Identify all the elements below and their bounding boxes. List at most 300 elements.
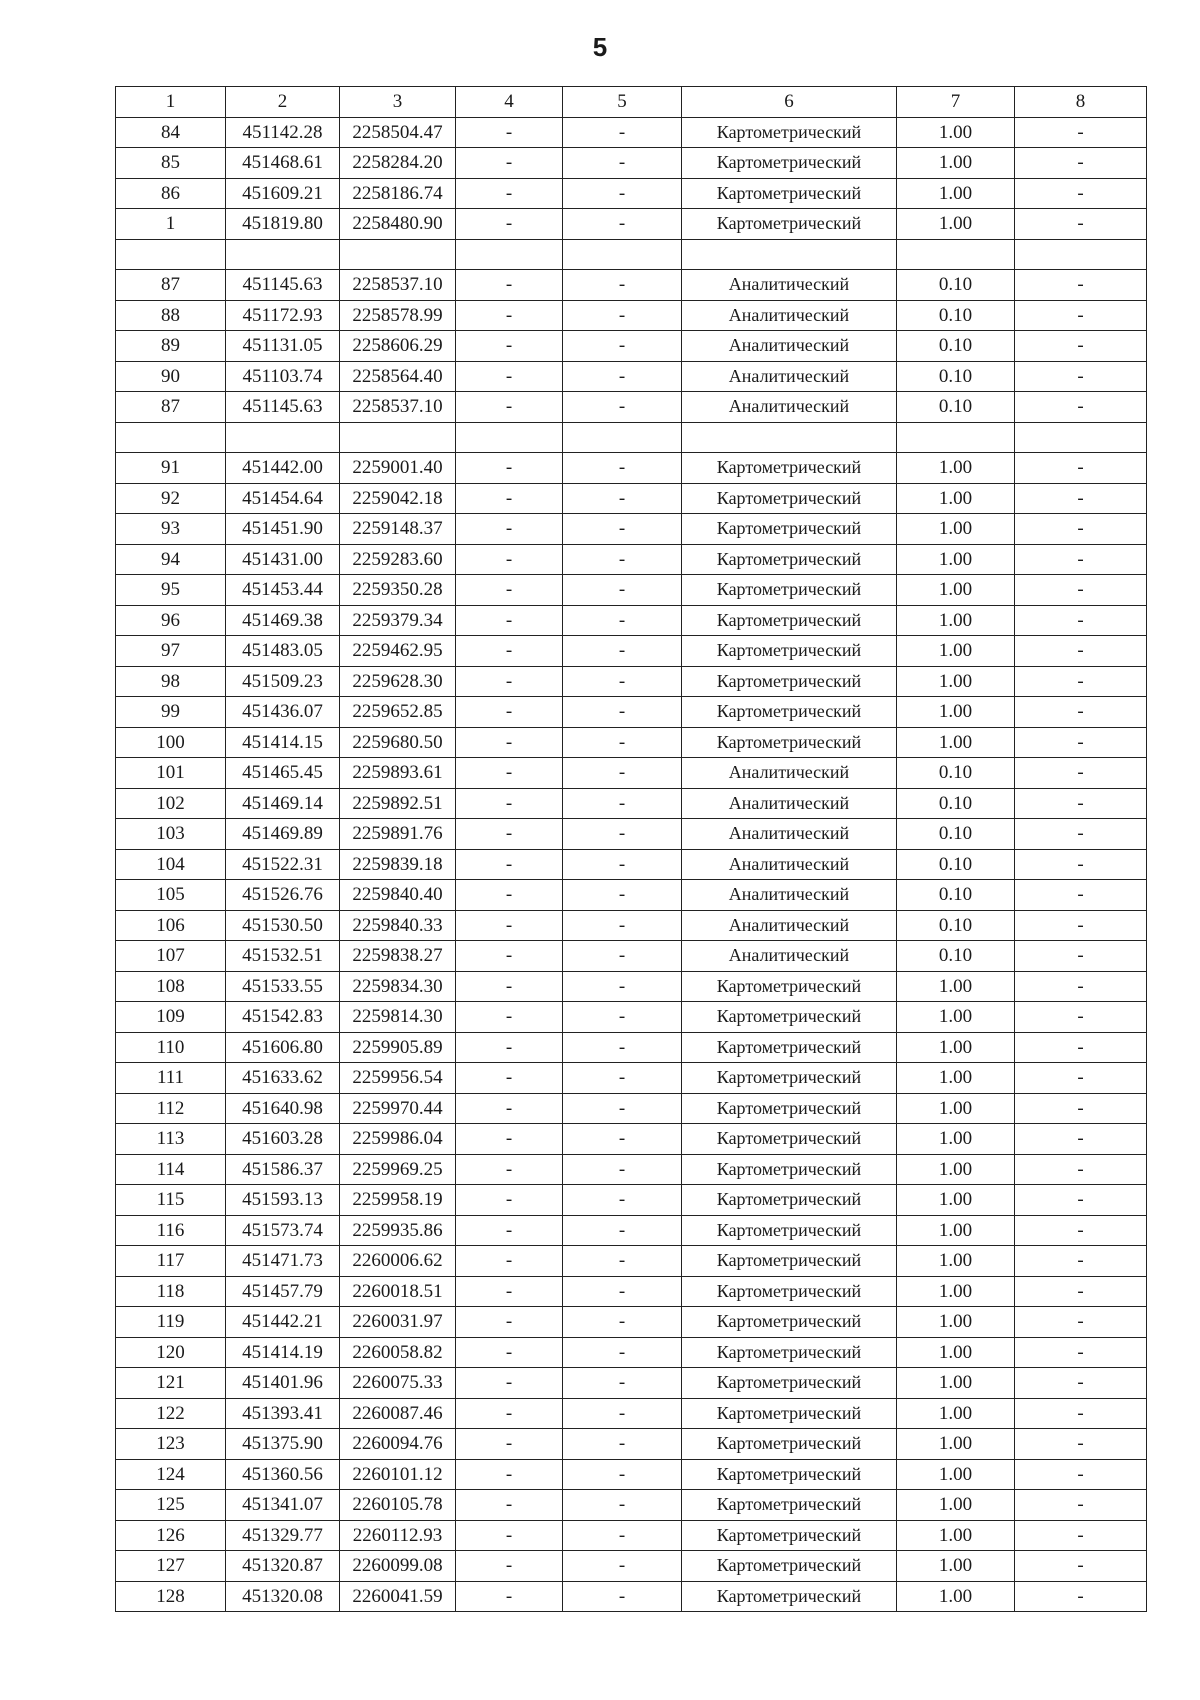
- col5-cell: -: [563, 758, 682, 789]
- table-row: [116, 880, 1147, 911]
- method-cell: Картометрический: [682, 117, 897, 148]
- accuracy-cell: 0.10: [897, 788, 1015, 819]
- method-cell: Картометрический: [682, 1124, 897, 1155]
- col5-cell: -: [563, 1002, 682, 1033]
- accuracy-cell: 1.00: [897, 178, 1015, 209]
- table-row: [116, 849, 1147, 880]
- method-cell: Картометрический: [682, 1276, 897, 1307]
- y-coordinate-cell: 2260099.08: [340, 1551, 456, 1582]
- y-coordinate-cell: 2259986.04: [340, 1124, 456, 1155]
- col8-cell: -: [1015, 1093, 1147, 1124]
- table-row: [116, 178, 1147, 209]
- col8-cell: -: [1015, 1185, 1147, 1216]
- table-row: [116, 148, 1147, 179]
- method-cell: Картометрический: [682, 1490, 897, 1521]
- accuracy-cell: 0.10: [897, 361, 1015, 392]
- col8-cell: -: [1015, 941, 1147, 972]
- table-body: [116, 117, 1147, 1612]
- col4-cell: -: [456, 1215, 563, 1246]
- table-row-blank: [116, 422, 1147, 453]
- col4-cell: [456, 422, 563, 453]
- x-coordinate-cell: 451640.98: [226, 1093, 340, 1124]
- point-number-cell: 89: [116, 331, 226, 362]
- col4-cell: [456, 239, 563, 270]
- accuracy-cell: 1.00: [897, 1154, 1015, 1185]
- accuracy-cell: 0.10: [897, 880, 1015, 911]
- table-row: [116, 1124, 1147, 1155]
- col5-cell: -: [563, 1429, 682, 1460]
- method-cell: Картометрический: [682, 1215, 897, 1246]
- y-coordinate-cell: 2260018.51: [340, 1276, 456, 1307]
- col5-cell: -: [563, 971, 682, 1002]
- x-coordinate-cell: 451819.80: [226, 209, 340, 240]
- y-coordinate-cell: 2260112.93: [340, 1520, 456, 1551]
- col5-cell: -: [563, 178, 682, 209]
- accuracy-cell: 1.00: [897, 1581, 1015, 1612]
- method-cell: Картометрический: [682, 1307, 897, 1338]
- point-number-cell: 92: [116, 483, 226, 514]
- accuracy-cell: 1.00: [897, 971, 1015, 1002]
- col5-cell: -: [563, 209, 682, 240]
- x-coordinate-cell: 451142.28: [226, 117, 340, 148]
- method-cell: Картометрический: [682, 483, 897, 514]
- method-cell: Картометрический: [682, 453, 897, 484]
- point-number-cell: 1: [116, 209, 226, 240]
- header-cell-col8: 8: [1015, 87, 1147, 118]
- col5-cell: -: [563, 1063, 682, 1094]
- method-cell: Картометрический: [682, 1368, 897, 1399]
- col4-cell: -: [456, 1398, 563, 1429]
- col4-cell: -: [456, 392, 563, 423]
- point-number-cell: 113: [116, 1124, 226, 1155]
- method-cell: Картометрический: [682, 1429, 897, 1460]
- col8-cell: -: [1015, 544, 1147, 575]
- point-number-cell: 87: [116, 392, 226, 423]
- table-row: [116, 1429, 1147, 1460]
- col5-cell: -: [563, 361, 682, 392]
- y-coordinate-cell: 2259042.18: [340, 483, 456, 514]
- x-coordinate-cell: 451401.96: [226, 1368, 340, 1399]
- method-cell: Картометрический: [682, 1093, 897, 1124]
- table-row: [116, 1490, 1147, 1521]
- table-row: [116, 1002, 1147, 1033]
- x-coordinate-cell: 451469.14: [226, 788, 340, 819]
- x-coordinate-cell: 451469.89: [226, 819, 340, 850]
- accuracy-cell: 1.00: [897, 697, 1015, 728]
- point-number-cell: 120: [116, 1337, 226, 1368]
- y-coordinate-cell: 2259969.25: [340, 1154, 456, 1185]
- accuracy-cell: 0.10: [897, 270, 1015, 301]
- table-header: [116, 87, 1147, 118]
- col5-cell: -: [563, 270, 682, 301]
- point-number-cell: [116, 239, 226, 270]
- point-number-cell: 124: [116, 1459, 226, 1490]
- table-row: [116, 331, 1147, 362]
- accuracy-cell: 1.00: [897, 544, 1015, 575]
- x-coordinate-cell: 451573.74: [226, 1215, 340, 1246]
- point-number-cell: 127: [116, 1551, 226, 1582]
- header-row: [116, 87, 1147, 118]
- x-coordinate-cell: 451483.05: [226, 636, 340, 667]
- method-cell: Аналитический: [682, 941, 897, 972]
- table-row: [116, 483, 1147, 514]
- method-cell: Аналитический: [682, 331, 897, 362]
- col4-cell: -: [456, 605, 563, 636]
- x-coordinate-cell: 451465.45: [226, 758, 340, 789]
- y-coordinate-cell: 2259840.40: [340, 880, 456, 911]
- table-row: [116, 1398, 1147, 1429]
- point-number-cell: 111: [116, 1063, 226, 1094]
- table-row: [116, 1093, 1147, 1124]
- x-coordinate-cell: 451103.74: [226, 361, 340, 392]
- col5-cell: -: [563, 148, 682, 179]
- y-coordinate-cell: 2258564.40: [340, 361, 456, 392]
- y-coordinate-cell: 2259283.60: [340, 544, 456, 575]
- x-coordinate-cell: 451145.63: [226, 270, 340, 301]
- col5-cell: -: [563, 1154, 682, 1185]
- method-cell: Картометрический: [682, 605, 897, 636]
- point-number-cell: 107: [116, 941, 226, 972]
- col8-cell: -: [1015, 270, 1147, 301]
- col5-cell: -: [563, 1032, 682, 1063]
- col8-cell: -: [1015, 1551, 1147, 1582]
- point-number-cell: 119: [116, 1307, 226, 1338]
- header-cell-col5: 5: [563, 87, 682, 118]
- col8-cell: -: [1015, 178, 1147, 209]
- col5-cell: -: [563, 1246, 682, 1277]
- col5-cell: -: [563, 117, 682, 148]
- col8-cell: -: [1015, 331, 1147, 362]
- method-cell: Картометрический: [682, 1002, 897, 1033]
- method-cell: Аналитический: [682, 392, 897, 423]
- x-coordinate-cell: 451451.90: [226, 514, 340, 545]
- table-row: [116, 514, 1147, 545]
- col5-cell: -: [563, 575, 682, 606]
- method-cell: Картометрический: [682, 514, 897, 545]
- col4-cell: -: [456, 1520, 563, 1551]
- point-number-cell: 123: [116, 1429, 226, 1460]
- x-coordinate-cell: 451586.37: [226, 1154, 340, 1185]
- col4-cell: -: [456, 666, 563, 697]
- accuracy-cell: 1.00: [897, 209, 1015, 240]
- method-cell: Аналитический: [682, 300, 897, 331]
- col8-cell: -: [1015, 666, 1147, 697]
- x-coordinate-cell: 451393.41: [226, 1398, 340, 1429]
- table-row: [116, 544, 1147, 575]
- col4-cell: -: [456, 300, 563, 331]
- col4-cell: -: [456, 697, 563, 728]
- col5-cell: -: [563, 1368, 682, 1399]
- y-coordinate-cell: 2259462.95: [340, 636, 456, 667]
- point-number-cell: 106: [116, 910, 226, 941]
- col8-cell: [1015, 422, 1147, 453]
- col5-cell: -: [563, 1551, 682, 1582]
- x-coordinate-cell: 451603.28: [226, 1124, 340, 1155]
- col5-cell: [563, 239, 682, 270]
- point-number-cell: 116: [116, 1215, 226, 1246]
- accuracy-cell: 0.10: [897, 819, 1015, 850]
- col5-cell: -: [563, 1459, 682, 1490]
- y-coordinate-cell: 2259970.44: [340, 1093, 456, 1124]
- col5-cell: -: [563, 819, 682, 850]
- col4-cell: -: [456, 331, 563, 362]
- col8-cell: -: [1015, 453, 1147, 484]
- point-number-cell: 121: [116, 1368, 226, 1399]
- x-coordinate-cell: 451469.38: [226, 605, 340, 636]
- method-cell: Картометрический: [682, 636, 897, 667]
- col8-cell: -: [1015, 1246, 1147, 1277]
- method-cell: Картометрический: [682, 1520, 897, 1551]
- x-coordinate-cell: 451530.50: [226, 910, 340, 941]
- x-coordinate-cell: 451609.21: [226, 178, 340, 209]
- col5-cell: -: [563, 1307, 682, 1338]
- y-coordinate-cell: 2260094.76: [340, 1429, 456, 1460]
- accuracy-cell: 1.00: [897, 1002, 1015, 1033]
- y-coordinate-cell: 2260075.33: [340, 1368, 456, 1399]
- table-row: [116, 605, 1147, 636]
- table-row: [116, 1368, 1147, 1399]
- col4-cell: -: [456, 1459, 563, 1490]
- y-coordinate-cell: 2258578.99: [340, 300, 456, 331]
- method-cell: Аналитический: [682, 819, 897, 850]
- table-row: [116, 1551, 1147, 1582]
- col8-cell: -: [1015, 1520, 1147, 1551]
- accuracy-cell: 1.00: [897, 1337, 1015, 1368]
- method-cell: Картометрический: [682, 1185, 897, 1216]
- col8-cell: -: [1015, 300, 1147, 331]
- col8-cell: -: [1015, 1154, 1147, 1185]
- point-number-cell: 122: [116, 1398, 226, 1429]
- col4-cell: -: [456, 788, 563, 819]
- y-coordinate-cell: 2259840.33: [340, 910, 456, 941]
- accuracy-cell: 1.00: [897, 1093, 1015, 1124]
- table-row: [116, 697, 1147, 728]
- col4-cell: -: [456, 514, 563, 545]
- y-coordinate-cell: 2259652.85: [340, 697, 456, 728]
- table-row: [116, 1307, 1147, 1338]
- accuracy-cell: 1.00: [897, 1429, 1015, 1460]
- method-cell: Картометрический: [682, 1154, 897, 1185]
- col8-cell: -: [1015, 1215, 1147, 1246]
- y-coordinate-cell: 2258537.10: [340, 392, 456, 423]
- method-cell: Картометрический: [682, 1063, 897, 1094]
- col8-cell: -: [1015, 1490, 1147, 1521]
- method-cell: Аналитический: [682, 361, 897, 392]
- point-number-cell: 91: [116, 453, 226, 484]
- col4-cell: -: [456, 483, 563, 514]
- accuracy-cell: 1.00: [897, 1307, 1015, 1338]
- y-coordinate-cell: 2259001.40: [340, 453, 456, 484]
- col5-cell: -: [563, 300, 682, 331]
- table-row: [116, 758, 1147, 789]
- x-coordinate-cell: 451131.05: [226, 331, 340, 362]
- x-coordinate-cell: 451431.00: [226, 544, 340, 575]
- method-cell: Аналитический: [682, 849, 897, 880]
- method-cell: Картометрический: [682, 148, 897, 179]
- method-cell: Картометрический: [682, 209, 897, 240]
- accuracy-cell: 1.00: [897, 1551, 1015, 1582]
- table-row: [116, 819, 1147, 850]
- col4-cell: -: [456, 148, 563, 179]
- y-coordinate-cell: 2259838.27: [340, 941, 456, 972]
- method-cell: Картометрический: [682, 1246, 897, 1277]
- method-cell: Картометрический: [682, 697, 897, 728]
- accuracy-cell: 1.00: [897, 148, 1015, 179]
- accuracy-cell: 0.10: [897, 910, 1015, 941]
- col4-cell: -: [456, 361, 563, 392]
- point-number-cell: 115: [116, 1185, 226, 1216]
- method-cell: Картометрический: [682, 1459, 897, 1490]
- x-coordinate-cell: 451522.31: [226, 849, 340, 880]
- point-number-cell: 86: [116, 178, 226, 209]
- table-row: [116, 209, 1147, 240]
- point-number-cell: 118: [116, 1276, 226, 1307]
- x-coordinate-cell: 451414.15: [226, 727, 340, 758]
- header-cell-col3: 3: [340, 87, 456, 118]
- col8-cell: -: [1015, 910, 1147, 941]
- x-coordinate-cell: 451533.55: [226, 971, 340, 1002]
- col8-cell: -: [1015, 1398, 1147, 1429]
- y-coordinate-cell: 2260105.78: [340, 1490, 456, 1521]
- table-row: [116, 1246, 1147, 1277]
- col8-cell: -: [1015, 575, 1147, 606]
- col4-cell: -: [456, 1490, 563, 1521]
- x-coordinate-cell: 451436.07: [226, 697, 340, 728]
- table-row: [116, 941, 1147, 972]
- accuracy-cell: 1.00: [897, 1368, 1015, 1399]
- method-cell: Картометрический: [682, 1551, 897, 1582]
- accuracy-cell: 1.00: [897, 514, 1015, 545]
- col8-cell: -: [1015, 209, 1147, 240]
- y-coordinate-cell: 2260058.82: [340, 1337, 456, 1368]
- col5-cell: [563, 422, 682, 453]
- y-coordinate-cell: 2260006.62: [340, 1246, 456, 1277]
- col8-cell: -: [1015, 1002, 1147, 1033]
- col5-cell: -: [563, 1581, 682, 1612]
- point-number-cell: 85: [116, 148, 226, 179]
- y-coordinate-cell: 2259893.61: [340, 758, 456, 789]
- x-coordinate-cell: 451320.08: [226, 1581, 340, 1612]
- col4-cell: -: [456, 1276, 563, 1307]
- point-number-cell: 112: [116, 1093, 226, 1124]
- y-coordinate-cell: 2259680.50: [340, 727, 456, 758]
- col5-cell: -: [563, 453, 682, 484]
- accuracy-cell: 0.10: [897, 758, 1015, 789]
- col4-cell: -: [456, 1154, 563, 1185]
- y-coordinate-cell: 2259958.19: [340, 1185, 456, 1216]
- col5-cell: -: [563, 727, 682, 758]
- point-number-cell: 109: [116, 1002, 226, 1033]
- accuracy-cell: 0.10: [897, 849, 1015, 880]
- method-cell: Картометрический: [682, 544, 897, 575]
- col8-cell: -: [1015, 1581, 1147, 1612]
- header-cell-col2: 2: [226, 87, 340, 118]
- method-cell: Картометрический: [682, 178, 897, 209]
- col4-cell: -: [456, 1551, 563, 1582]
- table-row: [116, 636, 1147, 667]
- x-coordinate-cell: 451329.77: [226, 1520, 340, 1551]
- col8-cell: -: [1015, 758, 1147, 789]
- col5-cell: -: [563, 331, 682, 362]
- table-row: [116, 1337, 1147, 1368]
- col8-cell: -: [1015, 1307, 1147, 1338]
- col4-cell: -: [456, 117, 563, 148]
- col8-cell: -: [1015, 788, 1147, 819]
- x-coordinate-cell: 451593.13: [226, 1185, 340, 1216]
- y-coordinate-cell: 2259379.34: [340, 605, 456, 636]
- col8-cell: -: [1015, 361, 1147, 392]
- col4-cell: -: [456, 453, 563, 484]
- accuracy-cell: 1.00: [897, 575, 1015, 606]
- accuracy-cell: 1.00: [897, 727, 1015, 758]
- method-cell: [682, 422, 897, 453]
- col8-cell: -: [1015, 819, 1147, 850]
- method-cell: Картометрический: [682, 666, 897, 697]
- point-number-cell: 96: [116, 605, 226, 636]
- y-coordinate-cell: 2260031.97: [340, 1307, 456, 1338]
- col5-cell: -: [563, 1185, 682, 1216]
- table-row: [116, 1581, 1147, 1612]
- accuracy-cell: 1.00: [897, 453, 1015, 484]
- coordinates-table: [115, 86, 1147, 1612]
- col4-cell: -: [456, 1063, 563, 1094]
- col5-cell: -: [563, 1215, 682, 1246]
- col4-cell: -: [456, 910, 563, 941]
- y-coordinate-cell: 2260087.46: [340, 1398, 456, 1429]
- x-coordinate-cell: 451526.76: [226, 880, 340, 911]
- col4-cell: -: [456, 1032, 563, 1063]
- y-coordinate-cell: 2258186.74: [340, 178, 456, 209]
- col8-cell: -: [1015, 636, 1147, 667]
- method-cell: Картометрический: [682, 971, 897, 1002]
- point-number-cell: 104: [116, 849, 226, 880]
- point-number-cell: 110: [116, 1032, 226, 1063]
- accuracy-cell: 1.00: [897, 1520, 1015, 1551]
- point-number-cell: 103: [116, 819, 226, 850]
- method-cell: Картометрический: [682, 1398, 897, 1429]
- accuracy-cell: 1.00: [897, 1124, 1015, 1155]
- x-coordinate-cell: [226, 422, 340, 453]
- accuracy-cell: 1.00: [897, 1185, 1015, 1216]
- col4-cell: -: [456, 727, 563, 758]
- col8-cell: -: [1015, 514, 1147, 545]
- col4-cell: -: [456, 209, 563, 240]
- col8-cell: -: [1015, 483, 1147, 514]
- table-row: [116, 361, 1147, 392]
- y-coordinate-cell: 2259935.86: [340, 1215, 456, 1246]
- page-number: 5: [592, 32, 608, 62]
- x-coordinate-cell: 451442.00: [226, 453, 340, 484]
- table-row: [116, 117, 1147, 148]
- header-cell-col4: 4: [456, 87, 563, 118]
- y-coordinate-cell: 2259956.54: [340, 1063, 456, 1094]
- y-coordinate-cell: [340, 422, 456, 453]
- table-row: [116, 1520, 1147, 1551]
- col5-cell: -: [563, 910, 682, 941]
- method-cell: Аналитический: [682, 910, 897, 941]
- accuracy-cell: [897, 239, 1015, 270]
- x-coordinate-cell: 451542.83: [226, 1002, 340, 1033]
- col5-cell: -: [563, 880, 682, 911]
- accuracy-cell: 1.00: [897, 1063, 1015, 1094]
- accuracy-cell: 1.00: [897, 1459, 1015, 1490]
- x-coordinate-cell: 451145.63: [226, 392, 340, 423]
- y-coordinate-cell: 2258606.29: [340, 331, 456, 362]
- x-coordinate-cell: [226, 239, 340, 270]
- table-row: [116, 971, 1147, 1002]
- col4-cell: -: [456, 636, 563, 667]
- col4-cell: -: [456, 1002, 563, 1033]
